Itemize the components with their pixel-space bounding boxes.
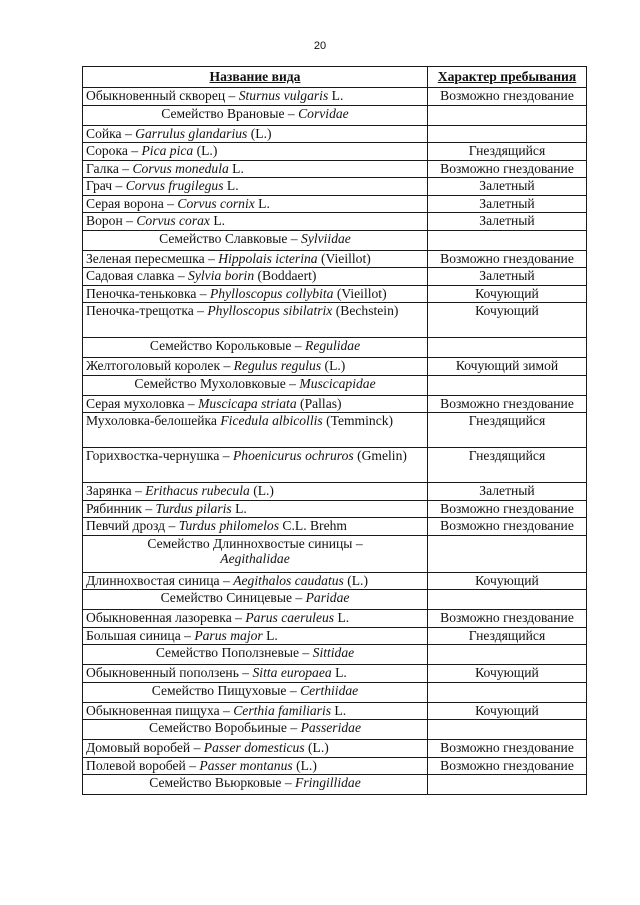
family-name-cell: [83, 645, 428, 665]
family-row: [83, 535, 587, 572]
residence-status-cell: Гнездящийся: [428, 143, 587, 161]
species-name-cell: [83, 483, 428, 501]
residence-status-cell: [428, 338, 587, 358]
table-header-row: [83, 67, 587, 88]
species-name-cell: [83, 413, 428, 448]
residence-status-cell: Возможно гнездование: [428, 757, 587, 775]
family-row: [83, 590, 587, 610]
family-name-cell: [83, 105, 428, 125]
author-citation: L.: [209, 213, 226, 228]
family-row: [83, 338, 587, 358]
residence-status-cell: Гнездящийся: [428, 627, 587, 645]
table-row: [83, 213, 587, 231]
latin-name: Ficedula albicollis: [220, 413, 323, 428]
author-citation: L.: [328, 88, 344, 103]
table-row: [83, 160, 587, 178]
latin-name: Corvus cornix: [177, 195, 255, 211]
residence-status-cell: Залетный: [428, 195, 587, 213]
table-row: [83, 268, 587, 286]
family-latin-name: Regulidae: [305, 338, 361, 353]
residence-status-cell: [428, 590, 587, 610]
author-citation: (L.): [247, 125, 272, 141]
table-row: [83, 757, 587, 775]
table-row: [83, 483, 587, 501]
species-name-cell: [83, 395, 428, 413]
author-citation: L.: [331, 702, 347, 718]
table-row: [83, 125, 587, 143]
common-name: Полевой воробей –: [86, 757, 200, 773]
residence-status-cell: Залетный: [428, 178, 587, 196]
latin-name: Sylvia borin: [188, 268, 255, 283]
common-name: Семейство Вьюрковые –: [149, 775, 296, 790]
common-name: Обыкновенная лазоревка –: [86, 610, 246, 625]
table-row: [83, 572, 587, 590]
species-name-cell: [83, 285, 428, 303]
family-name-cell: [83, 230, 428, 250]
common-name: Галка –: [86, 160, 133, 176]
family-latin-name: Certhiidae: [300, 682, 359, 698]
common-name: Зеленая пересмешка –: [86, 250, 219, 266]
common-name: Обыкновенный поползень –: [86, 665, 253, 680]
common-name: Пеночка-трещотка –: [86, 303, 208, 318]
latin-name: Certhia familiaris: [233, 702, 332, 718]
table-row: [83, 143, 587, 161]
common-name: Серая ворона –: [86, 195, 178, 211]
table-row: [83, 665, 587, 683]
residence-status-cell: Залетный: [428, 483, 587, 501]
family-latin-name: Corvidae: [298, 105, 349, 121]
family-name-cell: [83, 375, 428, 395]
author-citation: (Temminck): [322, 413, 394, 428]
species-name-cell: [83, 160, 428, 178]
table-row: [83, 303, 587, 338]
family-name-cell: [83, 720, 428, 740]
species-name-cell: [83, 178, 428, 196]
family-latin-name: Muscicapidae: [299, 375, 376, 391]
family-name-cell: [83, 535, 428, 572]
common-name: Семейство Синицевые –: [160, 590, 306, 605]
author-citation: L.: [331, 665, 347, 680]
residence-status-cell: Возможно гнездование: [428, 160, 587, 178]
table-row: [83, 413, 587, 448]
species-name-cell: [83, 572, 428, 590]
common-name: Желтоголовый королек –: [86, 358, 234, 373]
common-name: Семейство Врановые –: [161, 105, 299, 121]
table-row: [83, 610, 587, 628]
latin-name: Erithacus rubecula: [145, 483, 250, 498]
header-species-name: Название вида: [83, 67, 428, 88]
common-name: Серая мухоловка –: [86, 395, 199, 411]
species-name-cell: [83, 268, 428, 286]
common-name: Семейство Корольковые –: [149, 338, 306, 353]
residence-status-cell: Залетный: [428, 213, 587, 231]
species-name-cell: [83, 627, 428, 645]
common-name: Домовый воробей –: [86, 740, 204, 755]
table-row: [83, 178, 587, 196]
table-row: [83, 358, 587, 376]
residence-status-cell: Возможно гнездование: [428, 518, 587, 536]
latin-name: Parus caeruleus: [245, 610, 335, 625]
table-row: [83, 285, 587, 303]
latin-name: Phoenicurus ochruros: [232, 448, 354, 463]
residence-status-cell: Возможно гнездование: [428, 610, 587, 628]
author-citation: (L.): [292, 757, 317, 773]
author-citation: (L.): [343, 572, 368, 588]
table-row: [83, 627, 587, 645]
table-row: [83, 250, 587, 268]
species-name-cell: [83, 88, 428, 106]
family-latin-name: Paridae: [305, 590, 350, 605]
author-citation: (Boddaert): [254, 268, 317, 283]
common-name: Зарянка –: [86, 483, 146, 498]
residence-status-cell: [428, 720, 587, 740]
species-name-cell: [83, 665, 428, 683]
species-name-cell: [83, 610, 428, 628]
latin-name: Garrulus glandarius: [135, 125, 248, 141]
common-name: Семейство Воробьиные –: [149, 720, 301, 735]
latin-name: Passer domesticus: [203, 740, 305, 755]
table-row: [83, 702, 587, 720]
residence-status-cell: [428, 535, 587, 572]
author-citation: (Gmelin): [353, 448, 407, 463]
common-name: Грач –: [86, 178, 126, 193]
residence-status-cell: Возможно гнездование: [428, 88, 587, 106]
residence-status-cell: Кочующий: [428, 285, 587, 303]
residence-status-cell: Кочующий: [428, 665, 587, 683]
family-name-cell: [83, 682, 428, 702]
residence-status-cell: Возможно гнездование: [428, 740, 587, 758]
residence-status-cell: Гнездящийся: [428, 413, 587, 448]
author-citation: L.: [228, 160, 244, 176]
residence-status-cell: Кочующий: [428, 702, 587, 720]
common-name: Сорока –: [86, 143, 142, 158]
author-citation: (L.): [193, 143, 218, 158]
common-name: Семейство Длиннохвостые синицы –: [147, 535, 363, 551]
family-row: [83, 230, 587, 250]
residence-status-cell: [428, 230, 587, 250]
latin-name: Regulus regulus: [233, 358, 322, 373]
species-name-cell: [83, 195, 428, 213]
common-name: Обыкновенная пищуха –: [86, 702, 234, 718]
latin-name: Sturnus vulgaris: [238, 88, 329, 103]
latin-name: Phylloscopus sibilatrix: [207, 303, 333, 318]
common-name: Обыкновенный скворец –: [86, 88, 239, 103]
common-name: Длиннохвостая синица –: [86, 572, 234, 588]
family-name-cell: [83, 338, 428, 358]
species-name-cell: [83, 500, 428, 518]
common-name: Семейство Мухоловковые –: [134, 375, 300, 391]
author-citation: (L.): [321, 358, 346, 373]
latin-name: Pica pica: [141, 143, 194, 158]
species-name-cell: [83, 250, 428, 268]
latin-name: Sitta europaea: [252, 665, 332, 680]
family-row: [83, 645, 587, 665]
residence-status-cell: [428, 775, 587, 795]
author-citation: (L.): [304, 740, 329, 755]
residence-status-cell: Гнездящийся: [428, 448, 587, 483]
author-citation: L.: [254, 195, 270, 211]
author-citation: (L.): [249, 483, 274, 498]
residence-status-cell: [428, 645, 587, 665]
residence-status-cell: [428, 125, 587, 143]
residence-status-cell: Возможно гнездование: [428, 500, 587, 518]
latin-name: Corvus corax: [136, 213, 210, 228]
author-citation: C.L. Brehm: [279, 518, 347, 533]
species-name-cell: [83, 518, 428, 536]
table-row: [83, 740, 587, 758]
author-citation: (Vieillot): [317, 250, 371, 266]
table-row: [83, 195, 587, 213]
species-name-cell: [83, 213, 428, 231]
family-latin-name: Sylviidae: [301, 230, 351, 246]
page-number: 20: [313, 40, 327, 52]
family-row: [83, 105, 587, 125]
latin-name: Corvus frugilegus: [125, 178, 224, 193]
author-citation: (Bechstein): [332, 303, 399, 318]
family-row: [83, 775, 587, 795]
residence-status-cell: [428, 105, 587, 125]
latin-name: Phylloscopus collybita: [209, 285, 334, 301]
species-name-cell: [83, 757, 428, 775]
latin-name: Turdus philomelos: [178, 518, 280, 533]
residence-status-cell: Кочующий: [428, 572, 587, 590]
family-latin-name: Aegithalidae: [220, 550, 290, 566]
author-citation: L.: [223, 178, 239, 193]
common-name: Горихвостка-чернушка –: [86, 448, 233, 463]
author-citation: L.: [262, 627, 278, 643]
residence-status-cell: Кочующий зимой: [428, 358, 587, 376]
species-table: [82, 66, 587, 795]
latin-name: Corvus monedula: [132, 160, 229, 176]
species-name-cell: [83, 702, 428, 720]
family-latin-name: Passeridae: [300, 720, 361, 735]
common-name: Певчий дрозд –: [86, 518, 179, 533]
author-citation: (Pallas): [296, 395, 342, 411]
common-name: Рябинник –: [86, 500, 156, 516]
table-row: [83, 448, 587, 483]
latin-name: Hippolais icterina: [218, 250, 318, 266]
residence-status-cell: Кочующий: [428, 303, 587, 338]
latin-name: Muscicapa striata: [198, 395, 297, 411]
latin-name: Passer montanus: [199, 757, 293, 773]
residence-status-cell: [428, 375, 587, 395]
residence-status-cell: [428, 682, 587, 702]
family-row: [83, 720, 587, 740]
latin-name: Aegithalos caudatus: [233, 572, 344, 588]
common-name: Мухоловка-белошейка: [86, 413, 221, 428]
family-name-cell: [83, 775, 428, 795]
common-name: Семейство Поползневые –: [155, 645, 313, 660]
common-name: Семейство Пищуховые –: [151, 682, 301, 698]
family-row: [83, 375, 587, 395]
table-row: [83, 395, 587, 413]
common-name: Большая синица –: [86, 627, 195, 643]
common-name: Сойка –: [86, 125, 136, 141]
species-name-cell: [83, 125, 428, 143]
author-citation: L.: [231, 500, 247, 516]
table-row: [83, 500, 587, 518]
latin-name: Parus major: [194, 627, 263, 643]
table-row: [83, 88, 587, 106]
residence-status-cell: Залетный: [428, 268, 587, 286]
species-name-cell: [83, 358, 428, 376]
latin-name: Turdus pilaris: [155, 500, 232, 516]
family-latin-name: Fringillidae: [295, 775, 361, 790]
author-citation: L.: [334, 610, 350, 625]
family-name-cell: [83, 590, 428, 610]
species-name-cell: [83, 740, 428, 758]
species-name-cell: [83, 303, 428, 338]
author-citation: (Vieillot): [333, 285, 387, 301]
header-residence-status: Характер пребывания: [428, 67, 587, 88]
family-row: [83, 682, 587, 702]
common-name: Ворон –: [86, 213, 137, 228]
table-row: [83, 518, 587, 536]
residence-status-cell: Возможно гнездование: [428, 395, 587, 413]
table-body: [83, 88, 587, 795]
residence-status-cell: Возможно гнездование: [428, 250, 587, 268]
common-name: Пеночка-теньковка –: [86, 285, 210, 301]
common-name: Садовая славка –: [86, 268, 189, 283]
species-name-cell: [83, 448, 428, 483]
species-name-cell: [83, 143, 428, 161]
common-name: Семейство Славковые –: [159, 230, 302, 246]
family-latin-name: Sittidae: [312, 645, 355, 660]
